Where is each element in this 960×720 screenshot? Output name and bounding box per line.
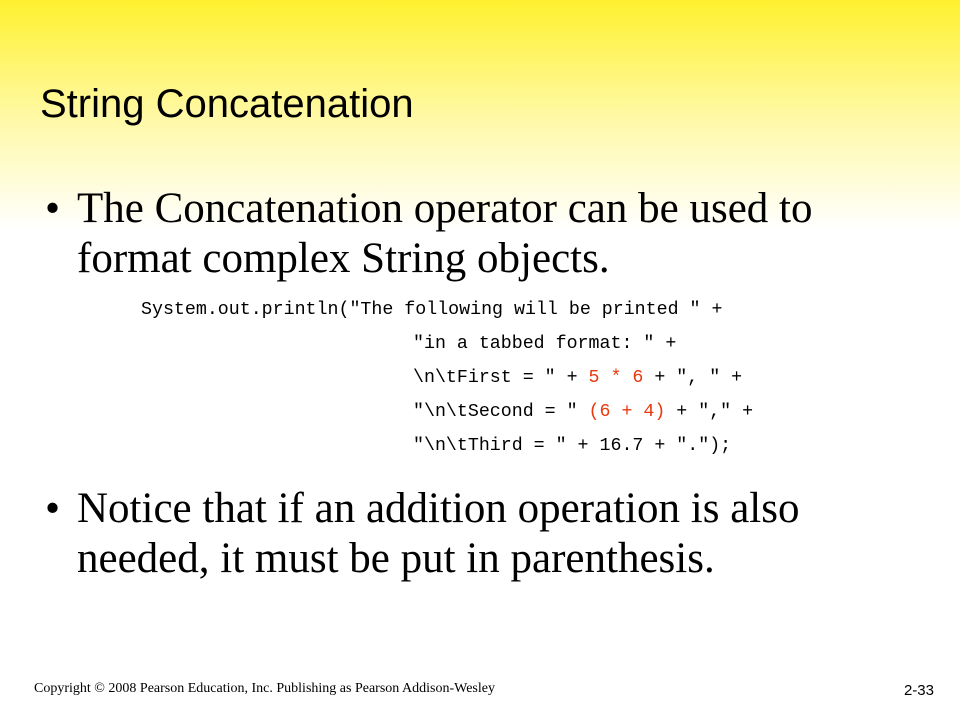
code-line bbox=[413, 361, 742, 395]
code-line: "in a tabbed format: " + bbox=[413, 334, 677, 354]
code-line: System.out.println("The following will be printed " + bbox=[141, 300, 723, 320]
bullet-marker: • bbox=[45, 185, 61, 232]
code-segment: + "," + bbox=[665, 402, 754, 422]
code-line: "\n\tThird = " + 16.7 + "."); bbox=[413, 436, 732, 456]
bullet-item bbox=[45, 484, 935, 584]
code-highlight: (6 + 4) bbox=[588, 402, 666, 422]
code-highlight: 5 * 6 bbox=[588, 368, 644, 388]
slide-title: String Concatenation bbox=[40, 82, 414, 126]
bullet-text: Notice that if an addition operation is also needed, it must be put in parenthesis. bbox=[77, 485, 800, 582]
page-number: 2-33 bbox=[903, 682, 934, 699]
bullet-item bbox=[45, 184, 935, 284]
code-segment: + ", " + bbox=[643, 368, 743, 388]
bullet-marker: • bbox=[45, 485, 61, 532]
bullet-text: The Concatenation operator can be used to format complex String objects. bbox=[77, 185, 813, 282]
copyright-footer: Copyright © 2008 Pearson Education, Inc. Publishing as Pearson Addison-Wesley bbox=[34, 681, 495, 696]
code-line bbox=[413, 395, 753, 429]
code-segment: \n\tFirst = " + bbox=[413, 368, 589, 388]
code-block bbox=[0, 293, 960, 456]
code-segment: "\n\tSecond = " bbox=[413, 402, 589, 422]
